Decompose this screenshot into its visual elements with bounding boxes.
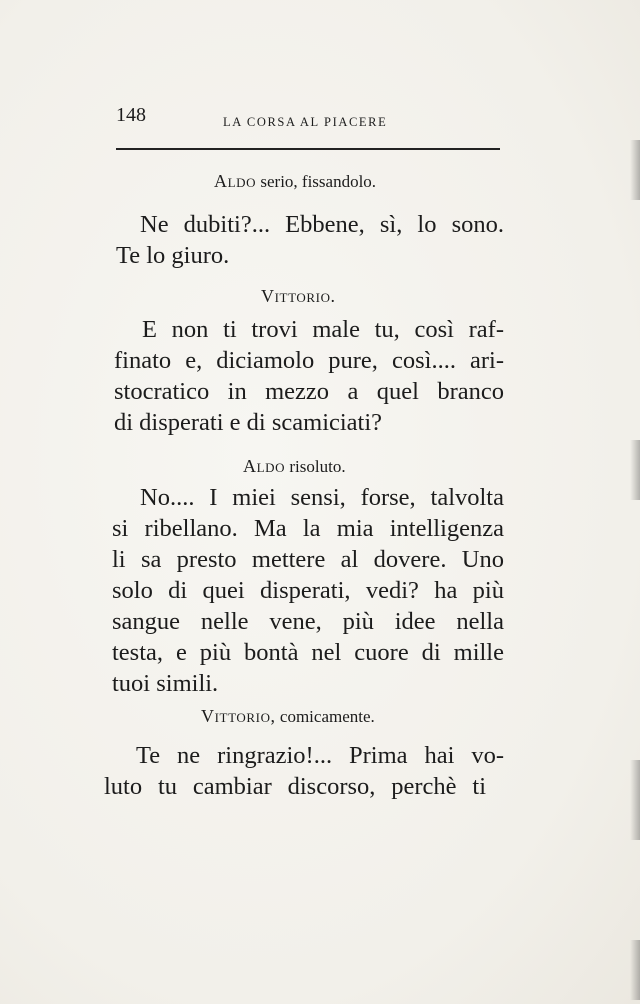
- text-line: stocratico in mezzo a quel branco: [114, 378, 504, 405]
- text-line: luto tu cambiar discorso, perchè ti: [104, 773, 486, 800]
- text-line: si ribellano. Ma la mia intelligenza: [112, 515, 504, 542]
- dialogue-paragraph: [104, 314, 504, 438]
- text-line: li sa presto mettere al dovere. Uno: [112, 546, 504, 573]
- stage-direction: comicamente.: [275, 707, 375, 726]
- page-edge-shadow: [630, 940, 640, 1000]
- speaker-name: Aldo: [243, 456, 286, 476]
- speaker-name: Aldo: [214, 171, 257, 191]
- page-header: [116, 104, 500, 148]
- speaker-heading: [261, 286, 336, 307]
- speaker-heading: [201, 706, 375, 727]
- text-line: Te ne ringrazio!... Prima hai vo-: [136, 742, 504, 769]
- speaker-heading: [243, 456, 346, 477]
- page-edge-shadow: [630, 440, 640, 500]
- speaker-name: Vittorio,: [201, 706, 276, 726]
- text-line: di disperati e di scamiciati?: [114, 409, 383, 436]
- text-line: Te lo giuro.: [116, 242, 230, 269]
- page-edge-shadow: [630, 760, 640, 840]
- text-line: tuoi simili.: [112, 670, 219, 697]
- stage-direction: risoluto.: [285, 457, 346, 476]
- text-line: Ne dubiti?... Ebbene, sì, lo sono.: [140, 211, 504, 238]
- page-number: 148: [116, 104, 146, 126]
- text-line: E non ti trovi male tu, così raf-: [142, 316, 504, 343]
- dialogue-paragraph: [104, 482, 504, 699]
- speaker-heading: [214, 171, 376, 192]
- dialogue-paragraph: [104, 209, 504, 271]
- dialogue-paragraph: [104, 740, 504, 802]
- page-edge-shadow: [630, 140, 640, 200]
- text-line: sangue nelle vene, più idee nella: [112, 608, 504, 635]
- text-line: testa, e più bontà nel cuore di mille: [112, 639, 504, 666]
- text-line: No.... I miei sensi, forse, talvolta: [140, 484, 504, 511]
- stage-direction: serio, fissandolo.: [256, 172, 377, 191]
- text-line: finato e, diciamolo pure, così.... ari-: [114, 347, 504, 374]
- speaker-name: Vittorio.: [261, 286, 336, 306]
- header-rule: [116, 148, 500, 150]
- text-line: solo di quei disperati, vedi? ha più: [112, 577, 504, 604]
- running-title: LA CORSA AL PIACERE: [223, 115, 388, 129]
